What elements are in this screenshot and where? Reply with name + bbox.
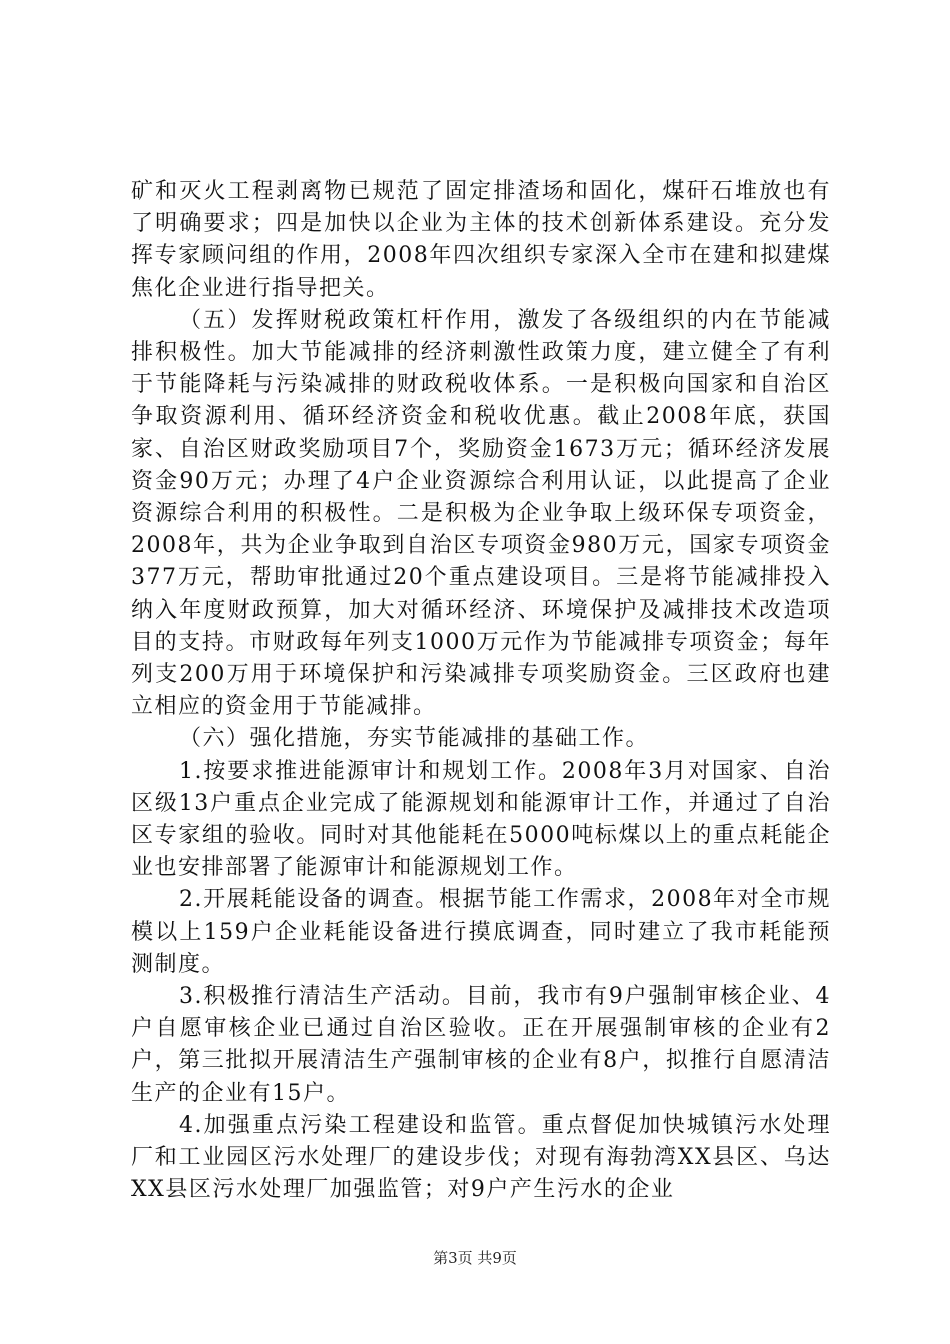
document-body [131, 176, 831, 1207]
paragraph-item-4: 4.加强重点污染工程建设和监管。重点督促加快城镇污水处理厂和工业园区污水处理厂的建设步伐；对现有海勃湾XX县区、乌达XX县区污水处理厂加强监管；对9户产生污水的企业 [131, 1112, 831, 1203]
paragraph-item-2: 2.开展耗能设备的调查。根据节能工作需求，2008年对全市规模以上159户企业耗能设备进行摸底调查，同时建立了我市耗能预测制度。 [131, 887, 831, 977]
page-footer: 第3页 共9页 [433, 1249, 517, 1267]
paragraph-continuation: 矿和灭火工程剥离物已规范了固定排渣场和固化，煤矸石堆放也有了明确要求；四是加快以企业为主体的技术创新体系建设。充分发挥专家顾问组的作用，2008年四次组织专家深入全市在建和拟建煤焦化企业进行指导把关。 [131, 179, 831, 301]
paragraph-section-five: （五）发挥财税政策杠杆作用，激发了各级组织的内在节能减排积极性。加大节能减排的经济刺激性政策力度，建立健全了有利于节能降耗与污染减排的财政税收体系。一是积极向国家和自治区争取资源利用、循环经济资金和税收优惠。截止2008年底，获国家、自治区财政奖励项目7个，奖励资金1673万元；循环经济发展资金90万元；办理了4户企业资源综合利用认证，以此提高了企业资源综合利用的积极性。二是积极为企业争取上级环保专项资金，2008年，共为企业争取到自治区专项资金980万元，国家专项资金377万元，帮助审批通过20个重点建设项目。三是将节能减排投入纳入年度财政预算，加大对循环经济、环境保护及减排技术改造项目的支持。市财政每年列支1000万元作为节能减排专项资金；每年列支200万用于环境保护和污染减排专项奖励资金。三区政府也建立相应的资金用于节能减排。 [131, 307, 831, 720]
paragraph-item-1: 1.按要求推进能源审计和规划工作。2008年3月对国家、自治区级13户重点企业完成了能源规划和能源审计工作，并通过了自治区专家组的验收。同时对其他能耗在5000吨标煤以上的重点耗能企业也安排部署了能源审计和能源规划工作。 [131, 758, 831, 881]
paragraph-section-six-heading: （六）强化措施，夯实节能减排的基础工作。 [179, 726, 650, 752]
paragraph-item-3: 3.积极推行清洁生产活动。目前，我市有9户强制审核企业、4户自愿审核企业已通过自治区验收。正在开展强制审核的企业有2户，第三批拟开展清洁生产强制审核的企业有8户，拟推行自愿清洁生产的企业有15户。 [131, 984, 831, 1106]
